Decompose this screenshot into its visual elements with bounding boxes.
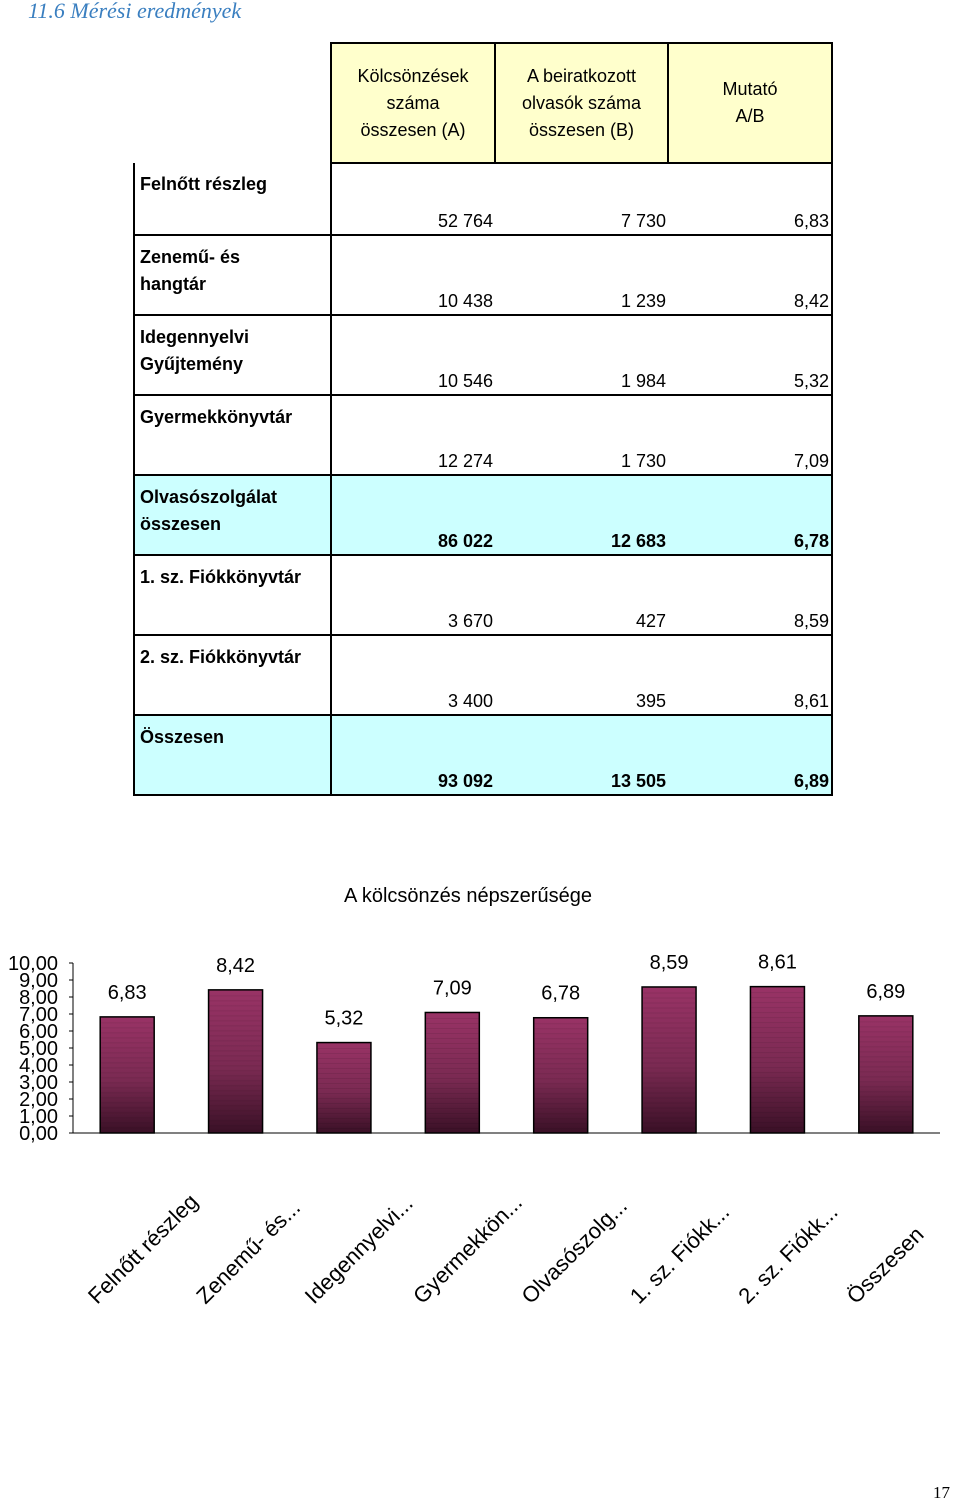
category-label: Összesen [841, 1221, 929, 1309]
category-label: 2. sz. Fiókk... [733, 1199, 843, 1309]
readers-value: 395 [495, 635, 668, 715]
category-label: Zenemű- és... [191, 1194, 306, 1309]
category-label: Gyermekkön... [408, 1189, 527, 1309]
row-label: Gyermekkönyvtár [134, 395, 331, 475]
y-tick-label: 3,00 [19, 1072, 58, 1094]
data-label: 8,42 [216, 954, 256, 977]
data-label: 8,61 [757, 951, 797, 974]
bar [425, 1012, 479, 1133]
header-readers [495, 43, 668, 163]
data-label: 8,59 [649, 951, 689, 974]
readers-value: 7 730 [495, 163, 668, 235]
y-tick-label: 6,00 [19, 1021, 58, 1043]
table-row [134, 235, 832, 315]
table-body [134, 163, 832, 795]
y-tick-label: 8,00 [19, 987, 58, 1009]
data-label: 6,83 [107, 981, 147, 1004]
header-loans [331, 43, 495, 163]
row-label: 1. sz. Fiókkönyvtár [134, 555, 331, 635]
bar [100, 1017, 154, 1133]
ratio-value: 8,61 [668, 635, 832, 715]
y-tick-label: 9,00 [19, 970, 58, 992]
header-label: Kölcsönzések száma összesen (A) [357, 65, 469, 140]
readers-value: 1 984 [495, 315, 668, 395]
chart-title: A kölcsönzés népszerűsége [344, 885, 592, 907]
data-label: 6,89 [866, 980, 906, 1003]
header-ratio [668, 43, 832, 163]
table-row [134, 555, 832, 635]
table-row [134, 715, 832, 795]
popularity-chart [0, 870, 960, 1330]
y-tick-label: 7,00 [19, 1004, 58, 1026]
ratio-value: 6,78 [668, 475, 832, 555]
category-label: Felnőtt részleg [83, 1188, 203, 1309]
table-row [134, 635, 832, 715]
row-label: Zenemű- és hangtár [134, 235, 331, 315]
ratio-value: 6,83 [668, 163, 832, 235]
row-label: 2. sz. Fiókkönyvtár [134, 635, 331, 715]
header-empty [134, 43, 331, 163]
data-label: 5,32 [324, 1007, 364, 1030]
data-label: 6,78 [541, 982, 581, 1005]
row-label: Olvasószolgálat összesen [134, 475, 331, 555]
category-label: Olvasószolg... [516, 1193, 632, 1309]
row-label: Összesen [134, 715, 331, 795]
table-row [134, 163, 832, 235]
ratio-value: 8,59 [668, 555, 832, 635]
readers-value: 1 730 [495, 395, 668, 475]
row-label: Felnőtt részleg [134, 163, 331, 235]
ratio-value: 7,09 [668, 395, 832, 475]
loans-value: 10 546 [331, 315, 495, 395]
y-tick-label: 10,00 [7, 953, 58, 975]
bar [534, 1018, 588, 1133]
bar [317, 1043, 371, 1133]
loans-value: 52 764 [331, 163, 495, 235]
header-label: A beiratkozott olvasók száma összesen (B) [521, 65, 642, 140]
bar [750, 987, 804, 1133]
loans-value: 12 274 [331, 395, 495, 475]
row-label: Idegennyelvi Gyűjtemény [134, 315, 331, 395]
table-row [134, 395, 832, 475]
results-table [133, 42, 833, 796]
ratio-value: 6,89 [668, 715, 832, 795]
loans-value: 10 438 [331, 235, 495, 315]
readers-value: 12 683 [495, 475, 668, 555]
y-tick-label: 4,00 [19, 1055, 58, 1077]
y-tick-label: 5,00 [19, 1038, 58, 1060]
section-heading: 11.6 Mérési eredmények [28, 0, 242, 23]
loans-value: 93 092 [331, 715, 495, 795]
page-number: 17 [933, 1483, 950, 1502]
bar [642, 987, 696, 1133]
table-row [134, 475, 832, 555]
readers-value: 427 [495, 555, 668, 635]
readers-value: 13 505 [495, 715, 668, 795]
category-label: Idegennyelvi... [299, 1190, 418, 1309]
loans-value: 86 022 [331, 475, 495, 555]
bar [859, 1016, 913, 1133]
ratio-value: 8,42 [668, 235, 832, 315]
y-tick-label: 2,00 [19, 1089, 58, 1111]
loans-value: 3 670 [331, 555, 495, 635]
y-tick-label: 1,00 [19, 1106, 58, 1128]
header-label: Mutató A/B [722, 79, 778, 126]
loans-value: 3 400 [331, 635, 495, 715]
data-label: 7,09 [432, 977, 472, 1000]
table-header-row [134, 43, 832, 163]
readers-value: 1 239 [495, 235, 668, 315]
ratio-value: 5,32 [668, 315, 832, 395]
category-label: 1. sz. Fiókk... [624, 1199, 735, 1309]
y-tick-label: 0,00 [19, 1123, 58, 1145]
table-row [134, 315, 832, 395]
